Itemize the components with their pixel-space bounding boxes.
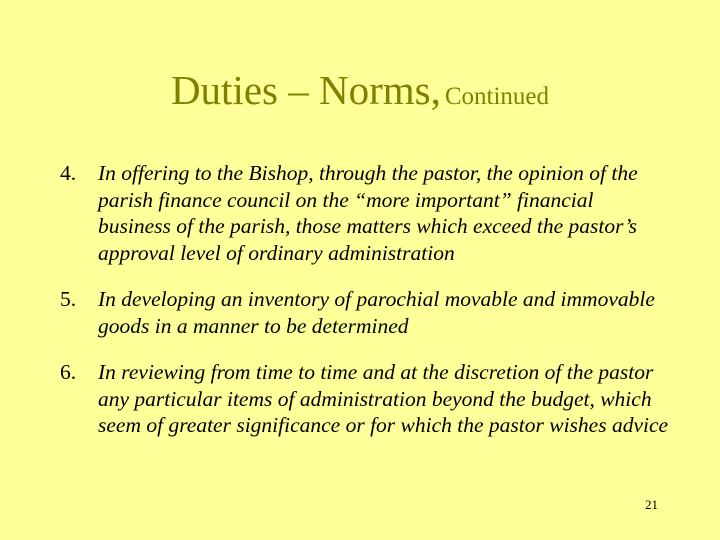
title-suffix: Continued [444, 83, 550, 110]
list-item-5 [60, 286, 670, 339]
list-item-number: 5. [60, 287, 77, 311]
title-main: Duties – Norms, [170, 67, 441, 113]
numbered-list [60, 160, 670, 439]
list-item-text: In reviewing from time to time and at the discretion of the pastor any particular items of administration beyond the budget, which seem of greater significance or for which the pastor wishes advice [98, 360, 669, 437]
list-item-text: In developing an inventory of parochial movable and immovable goods in a manner to be determined [98, 287, 655, 338]
list-item-4 [60, 160, 670, 266]
list-item-number: 4. [60, 161, 77, 185]
list-item-number: 6. [60, 360, 77, 384]
slide-title [0, 67, 720, 113]
page-number: 21 [645, 497, 658, 512]
list-item-text: In offering to the Bishop, through the pastor, the opinion of the parish finance council on the “more important” financial business of the parish, those matters which exceed the pastor’s approval level of ordinary administration [98, 161, 638, 265]
list-item-6 [60, 359, 670, 439]
